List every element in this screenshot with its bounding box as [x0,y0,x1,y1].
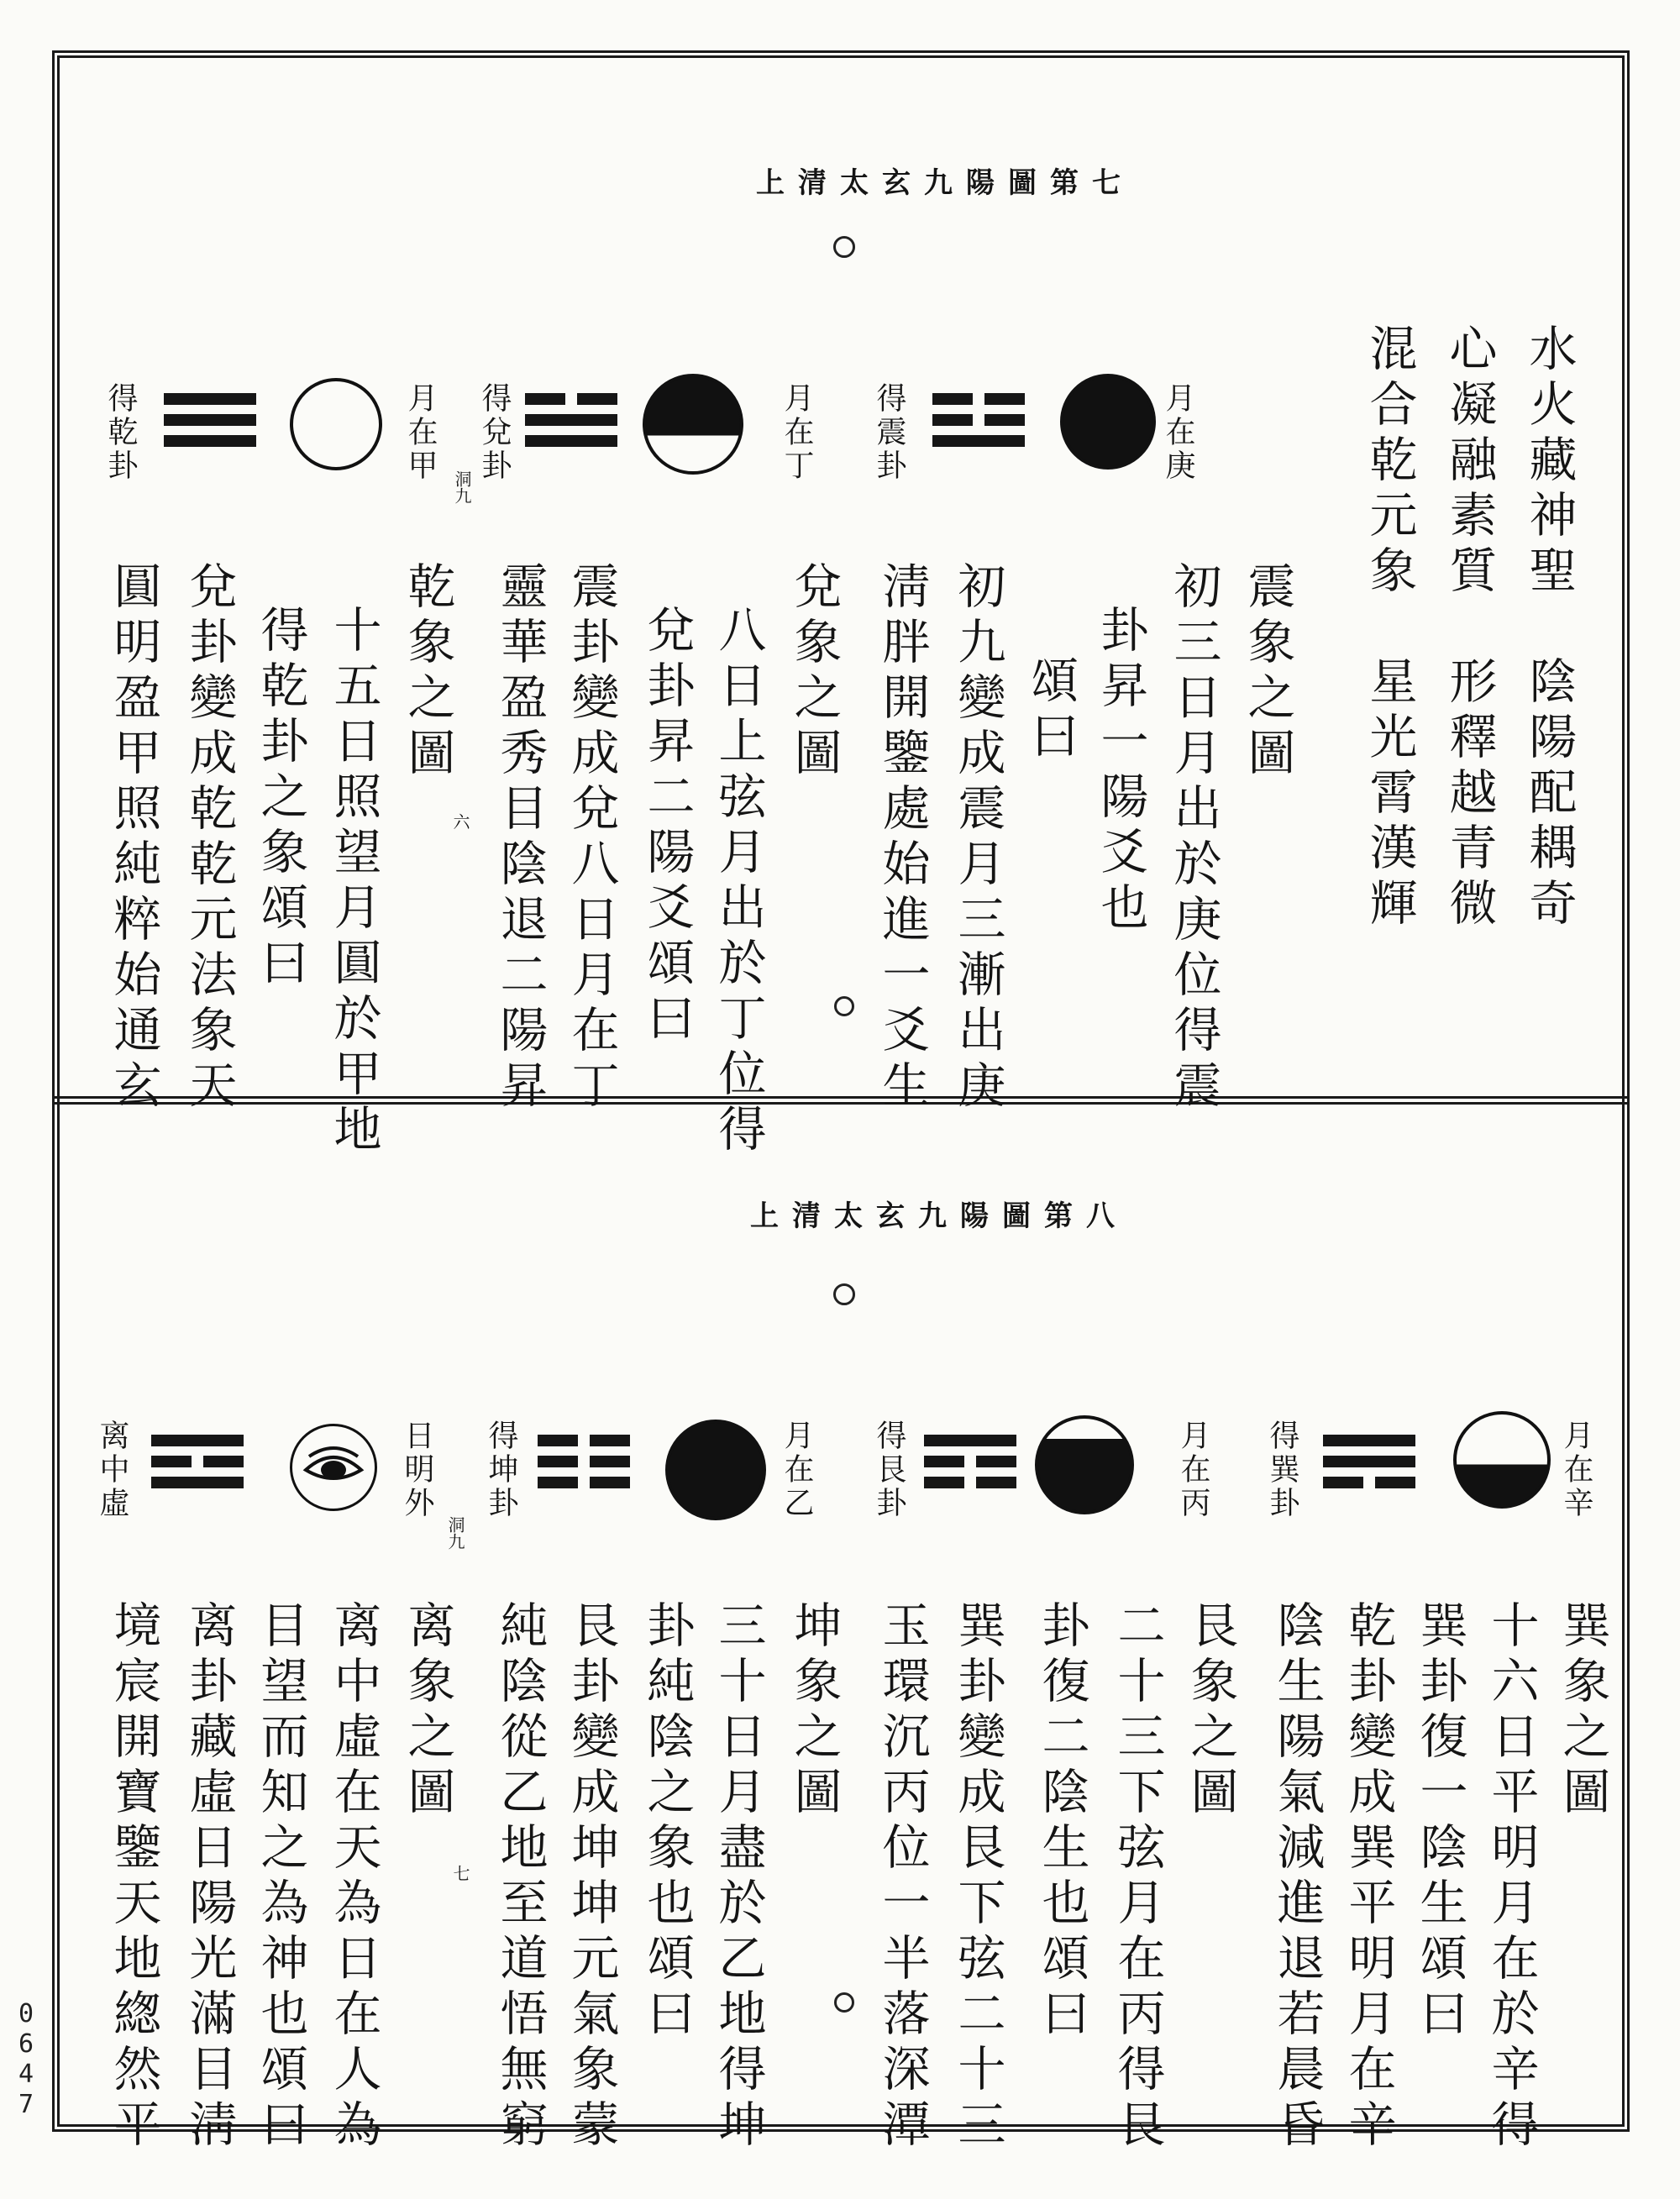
text-column: 乾卦變成巽平明月在辛 [1341,1600,1396,2154]
moon-waning-icon [1453,1411,1551,1509]
small-circle-mark [833,236,855,258]
figure-gua-xun: 得巽卦 [1265,1420,1299,1520]
text-column: 初三日月出於庚位得震 [1166,561,1221,1115]
text-column: 震象之圖 [1240,561,1295,783]
text-column: 离中虛在天為日在人為 [326,1600,381,2154]
page-mark: 六 [450,813,470,830]
trigram-dui-icon [525,393,617,447]
figure-note-dui: 洞九 [452,470,472,504]
figure-note-kun: 洞九 [445,1516,465,1550]
figure-gua-zhen: 得震卦 [872,382,906,483]
small-circle-mark [833,1283,855,1305]
trigram-li-icon [151,1435,244,1488]
trigram-qian-icon [164,393,256,447]
figure-label-yi: 月在乙 [780,1420,814,1520]
text-column: 坤象之圖 [786,1600,842,1822]
text-column: 初九變成震月三漸出庚 [950,561,1005,1115]
small-circle-mark [834,996,854,1016]
text-column: 十五日照望月圓於甲地 [326,605,381,1159]
figure-label-geng: 月在庚 [1161,382,1195,483]
figure-gua-qian: 得乾卦 [103,382,138,483]
text-column: 境宸開寶鑒天地緫然平 [106,1600,161,2154]
text-column: 巽象之圖 [1555,1600,1610,1822]
poem-line-2: 心凝融素質 形釋越青微 [1441,323,1497,933]
section-title-8: 上清太玄九陽圖第八 [750,1199,1128,1233]
text-column: 离象之圖 [400,1600,455,1822]
figure-gua-li: 离中虛 [95,1420,129,1520]
small-circle-mark [834,1992,854,2013]
text-column: 兌卦昇二陽爻頌曰 [639,605,695,1048]
text-column: 卦純陰之象也頌曰 [639,1600,695,2044]
section-divider [52,1096,1630,1105]
text-column: 艮象之圖 [1183,1600,1238,1822]
moon-last-quarter-icon [1035,1415,1134,1514]
figure-gua-dui: 得兌卦 [477,382,512,483]
text-column: 离卦藏虛日陽光滿目淸 [181,1600,237,2154]
text-column: 淸胖開鑒處始進一爻生 [874,561,930,1115]
text-column: 乾象之圖 [400,561,455,783]
moon-full-icon [290,378,382,470]
text-column: 玉環沉丙位一半落深潭 [874,1600,930,2154]
sun-eye-icon [290,1424,377,1511]
figure-label-jia: 月在甲 [403,382,438,483]
text-column: 巽卦變成艮下弦二十三 [950,1600,1005,2154]
text-column: 艮卦變成坤坤元氣象蒙 [564,1600,619,2154]
moon-new-icon [665,1420,766,1520]
section-title-7: 上清太玄九陽圖第七 [756,166,1134,200]
text-column: 兌卦變成乾乾元法象天 [181,561,237,1115]
page-number: 0 6 4 7 [18,1999,34,2119]
text-column: 卦昇一陽爻也 [1093,605,1148,937]
trigram-gen-icon [924,1435,1016,1488]
text-column: 兌象之圖 [786,561,842,783]
text-column: 巽卦復一陰生頌曰 [1412,1600,1467,2044]
text-column: 三十日月盡於乙地得坤 [711,1600,766,2154]
moon-dark-icon [1060,374,1156,470]
text-column: 圓明盈甲照純粹始通玄 [106,561,161,1115]
text-column: 八日上弦月出於丁位得 [711,605,766,1159]
text-column: 卦復二陰生也頌曰 [1034,1600,1089,2044]
poem-line-3: 混合乾元象 星光霄漢輝 [1362,323,1417,933]
text-column: 震卦變成兌八日月在丁 [564,561,619,1115]
text-column: 靈華盈秀目陰退二陽昇 [492,561,548,1115]
figure-gua-gen: 得艮卦 [872,1420,906,1520]
text-column: 頌曰 [1023,655,1079,766]
figure-label-li: 日明外 [400,1420,434,1520]
page-mark: 七 [450,1865,470,1881]
trigram-zhen-icon [932,393,1025,447]
poem-line-1: 水火藏神聖 陰陽配耦奇 [1521,323,1577,933]
text-column: 純陰從乙地至道悟無窮 [492,1600,548,2154]
figure-label-ding: 月在丁 [780,382,814,483]
figure-gua-kun: 得坤卦 [484,1420,518,1520]
figure-label-bing: 月在丙 [1176,1420,1210,1520]
trigram-xun-icon [1323,1435,1415,1488]
text-column: 得乾卦之象頌曰 [253,605,308,993]
text-column: 目望而知之為神也頌曰 [253,1600,308,2154]
figure-label-xin: 月在辛 [1559,1420,1593,1520]
moon-waxing-icon [643,374,743,475]
text-column: 陰生陽氣減進退若晨昏 [1269,1600,1325,2154]
trigram-kun-icon [538,1435,630,1488]
text-column: 十六日平明月在於辛得 [1483,1600,1539,2154]
text-column: 二十三下弦月在丙得艮 [1110,1600,1165,2154]
